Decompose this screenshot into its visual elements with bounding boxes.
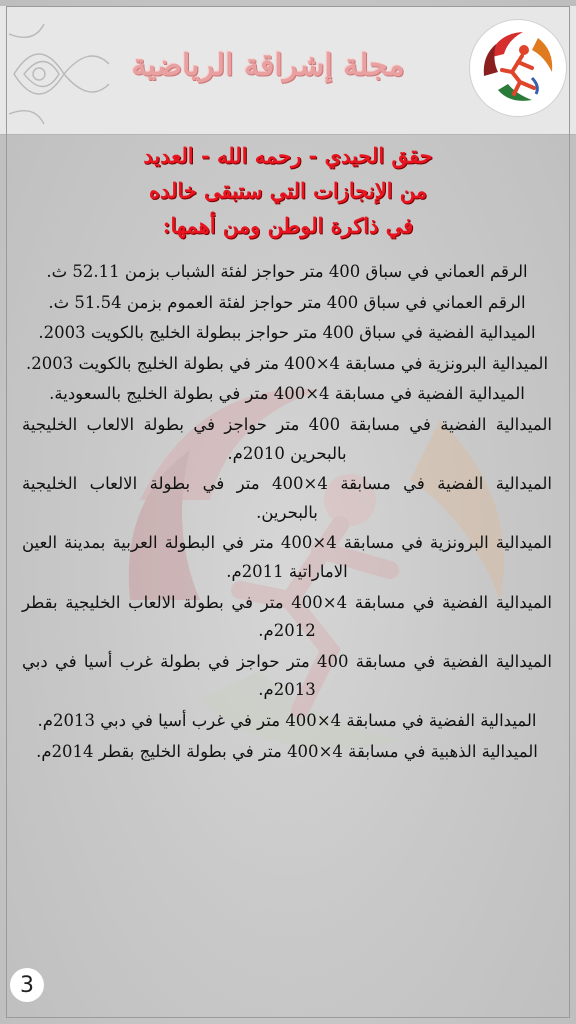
headline-line-2: من الإنجازات التي ستبقى خالده [148,178,428,203]
achievement-item: الميدالية الفضية في سباق 400 متر حواجز ببطولة الخليج بالكويت 2003. [38,323,536,343]
achievement-item: الميدالية الفضية في مسابقة 4×400 متر في بطولة الالعاب الخليجية بالبحرين. [22,474,552,522]
achievement-item: الرقم العماني في سباق 400 متر حواجز لفئة الشباب بزمن 52.11 ث. [46,262,528,281]
achievement-item: الميدالية الفضية في مسابقة 4×400 متر في بطولة الالعاب الخليجية بقطر 2012م. [22,592,553,641]
achievements-list [22,258,552,768]
runner-logo-icon [470,20,566,116]
achievement-item: الميدالية الفضية في مسابقة 400 متر حواجز في بطولة غرب أسيا في دبي 2013م. [22,651,552,700]
achievement-item: الميدالية الفضية في مسابقة 4×400 متر في بطولة الخليج بالسعودية. [49,384,525,404]
achievement-item: الميدالية الذهبية في مسابقة 4×400 متر في بطولة الخليج بقطر 2014م. [36,741,538,761]
achievement-item: الرقم العماني في سباق 400 متر حواجز لفئة العموم بزمن 51.54 ث. [48,292,526,312]
achievement-item: الميدالية الفضية في مسابقة 4×400 متر في غرب أسيا في دبي 2013م. [37,710,537,730]
headline-line-1: حقق الحيدي - رحمه الله - العديد [143,143,433,168]
magazine-title: مجلة إشراقة الرياضية [131,48,405,83]
page-header [0,6,576,135]
achievement-item: الميدالية البرونزية في مسابقة 4×400 متر في بطولة الخليج بالكويت 2003. [25,353,549,373]
headline-line-3: في ذاكرة الوطن ومن أهمها: [162,213,414,238]
headline [20,138,556,243]
page-number: 3 [10,968,44,1002]
achievement-item: الميدالية الفضية في مسابقة 400 متر حواجز في بطولة الالعاب الخليجية بالبحرين 2010م. [22,414,552,463]
achievement-item: الميدالية البرونزية في مسابقة 4×400 متر في البطولة العربية بمدينة العين الاماراتية 2011م. [22,533,553,581]
